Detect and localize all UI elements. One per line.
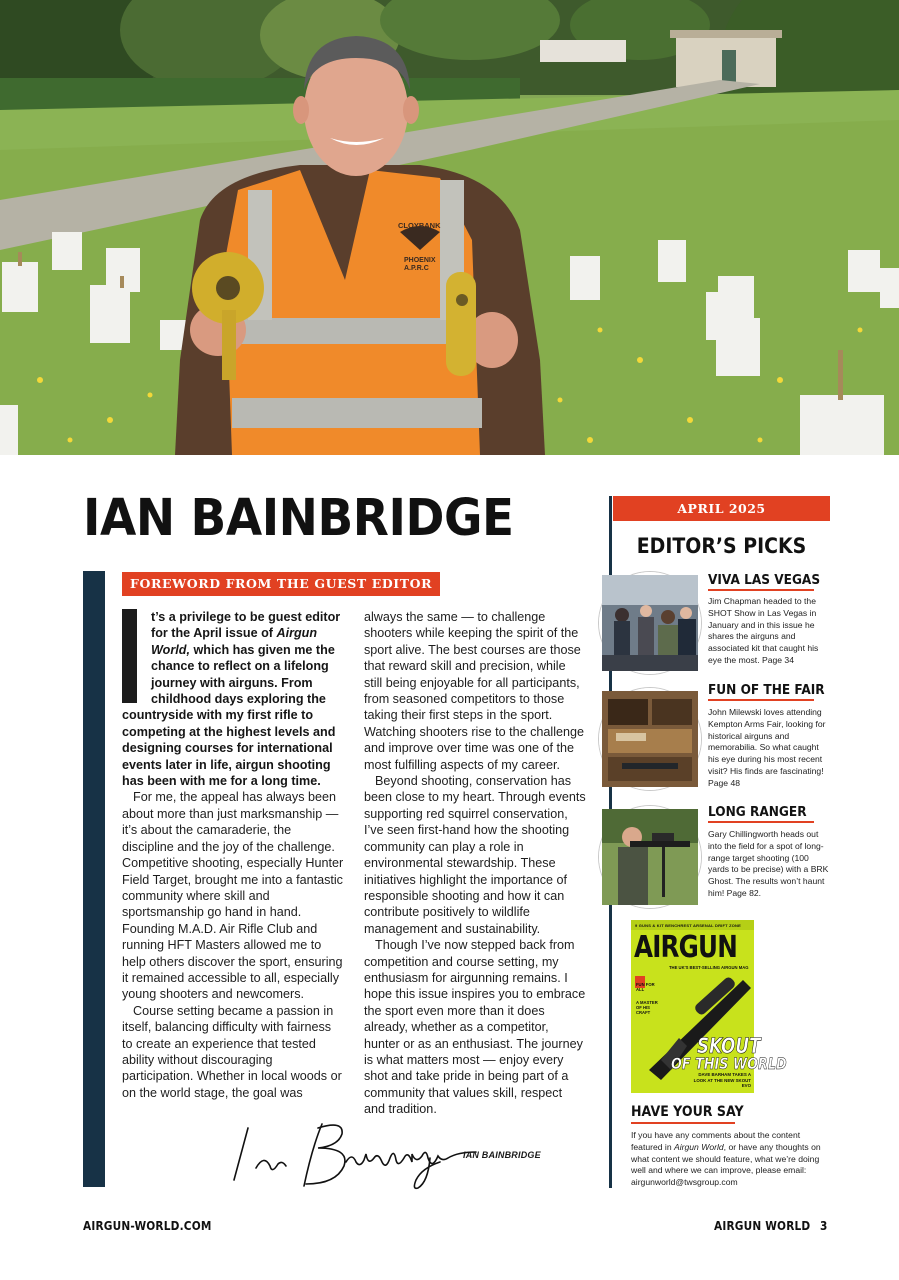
- article-title: IAN BAINBRIDGE: [83, 489, 514, 548]
- have-your-say-text: [631, 1130, 831, 1189]
- pick-text-2: John Milewski loves attending Kempton Arms Fair, looking for historical airguns and memorabilia. So what caught his eye during his most recent visit? His finds are fascinating! Page 48: [708, 707, 826, 788]
- lead-magazine-name-2: World,: [151, 642, 190, 657]
- pick-heading-underline: [708, 699, 814, 701]
- footer-website[interactable]: AIRGUN-WORLD.COM: [83, 1219, 212, 1233]
- say-text-1: If you have any comments about the content featured in: [631, 1130, 801, 1152]
- footer-magazine-name: AIRGUN WORLD: [714, 1219, 811, 1233]
- body-paragraph: Course setting became a passion in itself, balancing difficulty with fairness to create an experience that tested ability without discouraging participation. Whether in local woods or on the world stage, the goal was: [122, 1003, 342, 1100]
- magazine-cover[interactable]: [631, 920, 787, 1093]
- cover-headline-2: OF THIS WORLD: [671, 1054, 787, 1073]
- article-column-2: [364, 609, 586, 1118]
- editors-picks-title: EDITOR’S PICKS: [636, 534, 807, 558]
- hero-illustration: [0, 0, 899, 455]
- body-paragraph: Though I’ve now stepped back from competition and course setting, my enthusiasm for airgunning remains. I hope this issue inspires you to embrace the sport even more than it does already, whether as a competitor, hunter or as an enthusiast. The journey is what matters most — enjoy every shot and take pride in being part of a community that values skill, respect and tradition.: [364, 938, 586, 1117]
- pick-thumbnail-arms-fair[interactable]: [599, 688, 701, 790]
- body-paragraph: always the same — to challenge shooters while keeping the spirit of the sport alive. The best courses are those that reward skill and precision, while still being enjoyable for all participants, from seasoned competitors to those taking their first steps in the sport. Watching shooters rise to the challenge and improve over time was one of the most fulfilling aspects of my career.: [364, 610, 585, 772]
- shooter-photo: [602, 809, 698, 905]
- lead-line-1: t’s a privilege to be guest editor: [151, 610, 341, 624]
- lead-rest: countryside with my first rifle to competing at the highest levels and designing courses for international events later in life, airgun shooting has been with me for a long time.: [122, 708, 336, 789]
- have-your-say-heading: HAVE YOUR SAY: [631, 1104, 744, 1120]
- say-magazine-name: Airgun World: [674, 1141, 724, 1152]
- pick-thumbnail-las-vegas[interactable]: [599, 572, 701, 674]
- pick-heading-underline: [708, 589, 814, 591]
- cover-tagline-a: FUN FOR ALL: [636, 982, 655, 992]
- crowd-photo: [602, 575, 698, 671]
- section-label: FOREWORD FROM THE GUEST EDITOR: [122, 572, 440, 596]
- cover-subtitle: THE UK'S BEST-SELLING AIRGUN MAG: [669, 965, 749, 970]
- pick-text-3: Gary Chillingworth heads out into the field for a spot of long-range target shooting (100 yards to be precise) with a BRK Ghost. The results won’t haunt him! Page 82.: [708, 829, 829, 898]
- article-column-1: [122, 609, 344, 1101]
- lead-line-2: for the April issue of: [151, 626, 277, 641]
- lead-line-6: childhood days exploring the: [151, 692, 326, 707]
- article-accent-bar: [83, 571, 105, 1187]
- vest-text-3: A.P.R.C: [404, 265, 429, 272]
- pick-text-1: Jim Chapman headed to the SHOT Show in Las Vegas in January and in this issue he shares the airguns and associated kit that caught his eye the most. Page 34: [708, 596, 819, 665]
- vest-text-1: CLOYBANK: [398, 221, 441, 230]
- issue-month-badge: APRIL 2025: [613, 496, 830, 521]
- cover-masthead: AIRGUN: [634, 930, 737, 965]
- lead-line-5: journey with airguns. From: [151, 675, 313, 690]
- cover-footer: DAVE BARHAM TAKES A LOOK AT THE NEW SKOUT EVO: [693, 1072, 751, 1089]
- hero-photo: [0, 0, 899, 455]
- pick-heading-2[interactable]: FUN OF THE FAIR: [708, 682, 825, 698]
- page-number: 3: [820, 1219, 828, 1233]
- arms-fair-photo: [602, 691, 698, 787]
- have-your-say-underline: [631, 1122, 735, 1124]
- cover-tagline-b: A MASTER OF HIS CRAFT: [636, 1000, 658, 1015]
- pick-thumbnail-long-ranger[interactable]: [599, 806, 701, 908]
- body-paragraph: For me, the appeal has always been about more than just marksmanship — it’s about the camaraderie, the discipline and the joy of the challenge. Competitive shooting, especially Hunter Field Target, brought me into a fantastic community where skill and sportsmanship go hand in hand. Founding M.A.D. Air Rifle Club and running HFT Masters allowed me to help others discover the sport, ensuring it remained accessible to all, especially young shooters and newcomers.: [122, 790, 344, 1002]
- handwritten-signature: [226, 1118, 486, 1193]
- vest-text-2: PHOENIX: [404, 257, 436, 264]
- cover-headline-1: SKOUT: [697, 1034, 761, 1058]
- lead-magazine-name-1: Airgun: [276, 626, 318, 641]
- pick-heading-underline: [708, 821, 814, 823]
- pick-heading-3[interactable]: LONG RANGER: [708, 804, 807, 820]
- cover-strip: 9 GUNS & KIT BENCHREST ARSENAL DRIFT ZONE: [635, 923, 741, 928]
- say-text-2[interactable]: , or have any thoughts on what content we should feature, what we’re doing well and where we can improve, please email: airgunworld@twsgroup.com: [631, 1141, 821, 1188]
- pick-heading-1[interactable]: VIVA LAS VEGAS: [708, 572, 821, 588]
- lead-paragraph: [122, 609, 344, 789]
- lead-line-4: chance to reflect on a lifelong: [151, 659, 329, 674]
- signature-name: IAN BAINBRIDGE: [463, 1150, 541, 1160]
- lead-line-3: which has given me the: [189, 642, 335, 657]
- body-paragraph: Beyond shooting, conservation has been close to my heart. Through events supporting red squirrel conservation, I’ve seen first-hand how the shooting community can play a role in environmental stewardship. These initiatives highlight the importance of responsible shooting and how it can contribute positively to wildlife management and sustainability.: [364, 774, 586, 936]
